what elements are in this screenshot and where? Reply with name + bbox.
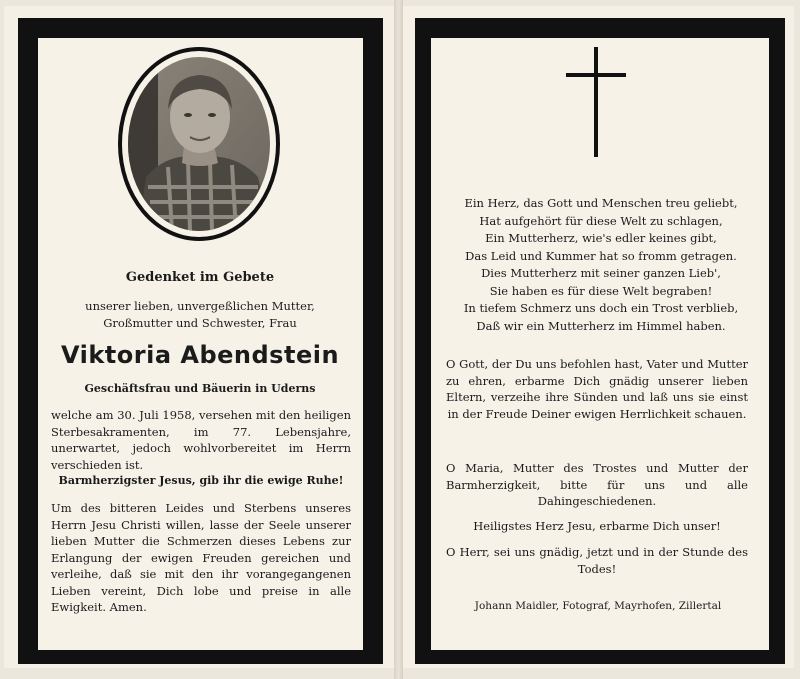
prayer-parents: O Gott, der Du uns befohlen hast, Vater und Mutter zu ehren, erbarme Dich gnädig unserer lieben Eltern, verzeihe ihre Sünden und laß uns sie einst in der Freude Deiner ewigen Herrlichkeit schauen. [446,357,748,421]
poem-line: Ein Mutterherz, wie's edler keines gibt, [485,231,717,245]
portrait-photo [128,57,270,231]
prayer-bold: Barmherzigster Jesus, gib ihr die ewige Ruhe! [58,474,344,487]
intro-text: unserer lieben, unvergeßlichen Mutter, Großmutter und Schwester, Frau [85,299,315,330]
heading: Gedenket im Gebete [125,270,275,285]
prayer-lord: O Herr, sei uns gnädig, jetzt und in der Stunde des Todes! [446,545,748,576]
cross-icon-bar [566,73,626,77]
occupation: Geschäftsfrau und Bäuerin in Uderns [84,382,316,395]
portrait-frame [118,47,280,241]
prayer-sacred-heart: Heiligstes Herz Jesu, erbarme Dich unser! [473,519,721,533]
death-details: welche am 30. Juli 1958, versehen mit den heiligen Sterbesakramenten, im 77. Lebensjahre, unerwartet, jedoch wohlvorbereitet im Herrn verschieden ist. [51,408,351,472]
poem-line: Daß wir ein Mutterherz im Himmel haben. [476,318,726,333]
poem-line: Hat aufgehört für diese Welt zu schlagen, [479,213,723,228]
card-fold [394,0,403,679]
poem-line: In tiefem Schmerz uns doch ein Trost verblieb, [463,301,739,315]
poem-line: Ein Herz, das Gott und Menschen treu geliebt, [464,196,738,210]
poem-line: Dies Mutterherz mit seiner ganzen Lieb', [481,266,721,280]
poem-line: Sie haben es für diese Welt begraben! [489,283,713,298]
prayer-mary: O Maria, Mutter des Trostes und Mutter der Barmherzigkeit, bitte für uns und alle Dahingeschiedenen. [446,461,748,508]
printer-credit: Johann Maidler, Fotograf, Mayrhofen, Zillertal [474,600,722,612]
poem-line: Das Leid und Kummer hat so fromm getragen. [465,248,737,263]
poem [446,195,756,335]
deceased-name: Viktoria Abendstein [60,341,340,369]
left-prayer: Um des bitteren Leides und Sterbens unseres Herrn Jesu Christi willen, lasse der Seele unserer lieben Mutter die Schmerzen dieses Lebens zur Erlangung der ewigen Freuden gereichen und verleihe, daß sie mit den ihr vorangegangenen Lieben vereint, Dich lobe und preise in alle Ewigkeit. Amen. [51,501,351,614]
cross-icon [594,47,598,157]
portrait-image [128,57,270,231]
portrait-mat [122,51,276,237]
